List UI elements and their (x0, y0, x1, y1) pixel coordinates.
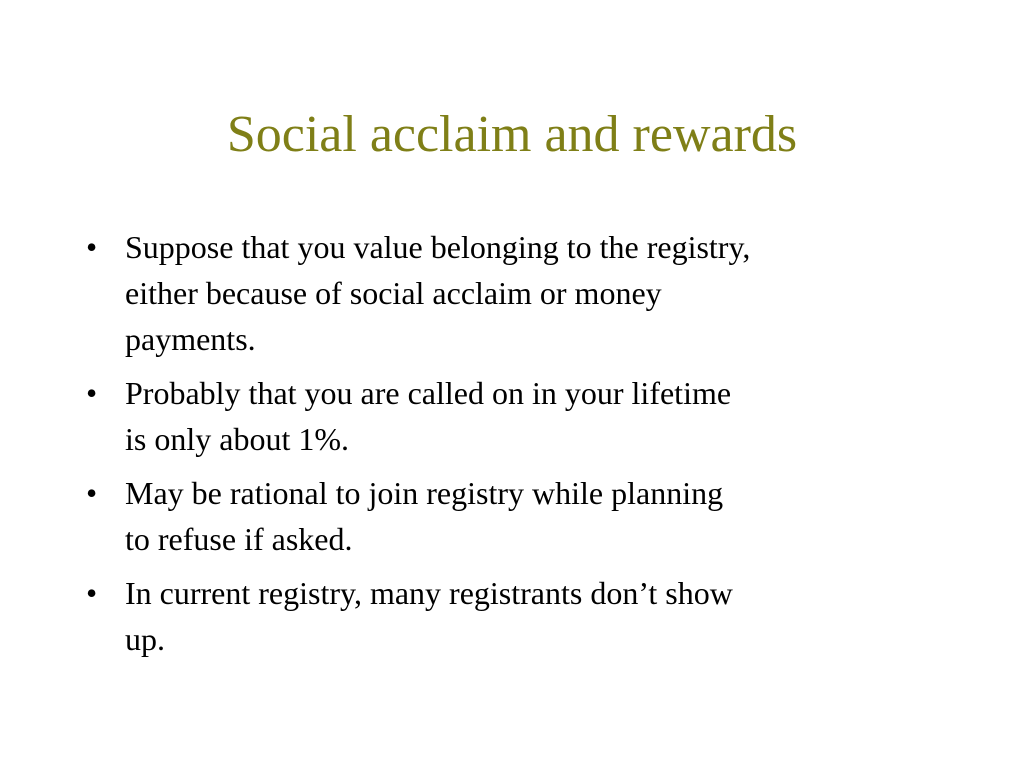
bullet-dot-icon: • (86, 229, 98, 265)
bullet-item (82, 470, 962, 562)
bullet-text-line: Probably that you are called on in your lifetime (125, 375, 732, 411)
bullet-text-line: either because of social acclaim or money (125, 275, 662, 311)
bullet-text-line: to refuse if asked. (125, 521, 353, 557)
slide-title: Social acclaim and rewards (226, 106, 798, 163)
bullet-text-line: up. (125, 621, 165, 657)
bullet-text-line: payments. (125, 321, 256, 357)
bullet-dot-icon: • (86, 575, 98, 611)
bullet-text-line: Suppose that you value belonging to the registry, (125, 229, 751, 265)
bullet-item (82, 370, 962, 462)
bullet-dot-icon: • (86, 375, 98, 411)
bullet-dot-icon: • (86, 475, 98, 511)
bullet-item (82, 224, 962, 362)
bullet-text-line: In current registry, many registrants don’t show (125, 575, 733, 611)
bullet-text-line: May be rational to join registry while planning (125, 475, 724, 511)
bullet-item (82, 570, 962, 662)
bullet-text-line: is only about 1%. (125, 421, 349, 457)
bullet-list (82, 224, 962, 670)
